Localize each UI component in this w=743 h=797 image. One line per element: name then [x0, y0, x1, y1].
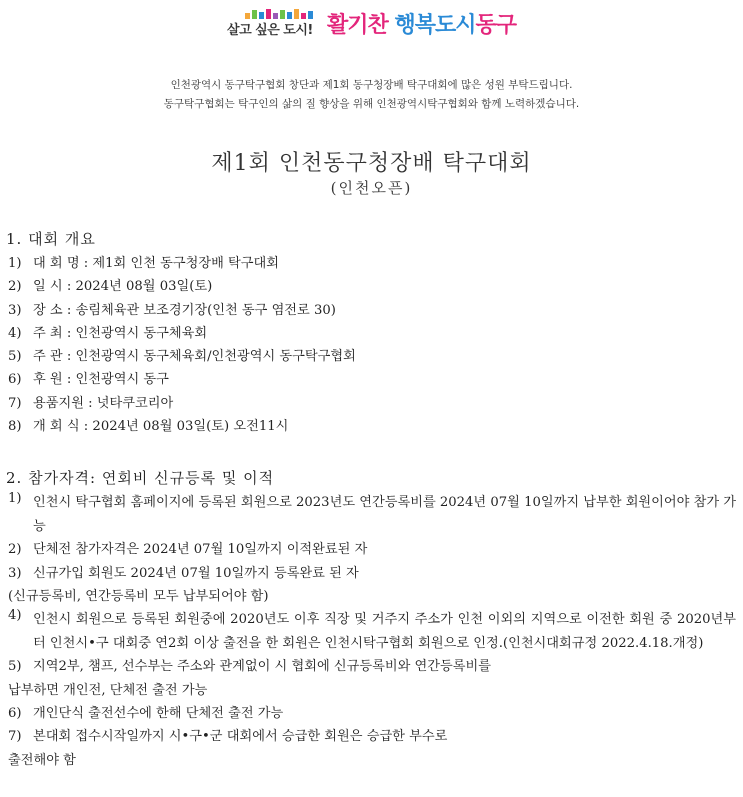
intro-message — [0, 76, 743, 114]
logo-slogan-right — [327, 8, 516, 39]
document-body — [8, 226, 736, 772]
item-text: 본대회 접수시작일까지 시•구•군 대회에서 승급한 회원은 승급한 부수로 — [33, 729, 448, 745]
list-item — [8, 562, 736, 585]
document-title: 제1회 인천동구청장배 탁구대회 — [211, 151, 532, 176]
item-number: 3) — [8, 565, 22, 581]
list-item — [8, 392, 736, 415]
item-number: 6) — [8, 705, 22, 721]
item-note: (신규등록비, 연간등록비 모두 납부되어야 함) — [8, 588, 269, 604]
list-item — [8, 368, 736, 391]
item-number: 4) — [8, 608, 22, 624]
list-item — [8, 299, 736, 322]
item-number: 8) — [8, 419, 22, 435]
item-number: 6) — [8, 372, 22, 388]
list-item — [8, 252, 736, 275]
list-item — [8, 275, 736, 298]
list-item — [8, 655, 736, 678]
logo-slogan-left: 살고 싶은 도시! — [227, 23, 313, 38]
item-continuation: 출전해야 함 — [8, 752, 76, 768]
intro-line-1: 인천광역시 동구탁구협회 창단과 제1회 동구청장배 탁구대회에 많은 성원 부탁드립니다. — [170, 79, 573, 91]
item-text: 개인단식 출전선수에 한해 단체전 출전 가능 — [33, 705, 284, 721]
item-number: 1) — [8, 491, 22, 507]
item-text: 장 소 : 송림체육관 보조경기장(인천 동구 염전로 30) — [33, 302, 336, 318]
list-item — [8, 345, 736, 368]
list-item — [8, 725, 736, 748]
item-continuation: 납부하면 개인전, 단체전 출전 가능 — [8, 682, 208, 698]
item-text: 주 최 : 인천광역시 동구체육회 — [33, 325, 208, 341]
list-item — [8, 608, 736, 655]
item-text: 일 시 : 2024년 08월 03일(토) — [33, 279, 213, 295]
item-number: 2) — [8, 279, 22, 295]
logo-word-2: 행복도시 — [394, 13, 476, 38]
item-text: 후 원 : 인천광역시 동구 — [33, 372, 169, 388]
document-subtitle: (인천오픈) — [330, 179, 413, 197]
item-text: 용품지원 : 넛타쿠코리아 — [33, 395, 174, 411]
section-1-list — [8, 252, 736, 438]
item-number: 5) — [8, 349, 22, 365]
item-text: 지역2부, 챔프, 선수부는 주소와 관계없이 시 협회에 신규등록비와 연간등록비를 — [33, 659, 491, 675]
city-slogan-logo — [0, 8, 743, 39]
item-number: 3) — [8, 302, 22, 318]
item-text: 인천시 회원으로 등록된 회원중에 2020년도 이후 직장 및 거주지 주소가 인천 이외의 지역으로 이전한 회원 중 2020년부터 인천시•구 대회중 연2회 이상 출전을 한 회원은 인천시탁구협회 회원으로 인정.(인천시대회규정 2022.4.18.개정) — [33, 612, 736, 651]
item-number: 5) — [8, 659, 22, 675]
section-1-heading: 1. 대회 개요 — [6, 230, 96, 248]
item-text: 주 관 : 인천광역시 동구체육회/인천광역시 동구탁구협회 — [33, 349, 356, 365]
logo-left-block — [227, 9, 321, 38]
list-item — [8, 415, 736, 438]
item-number: 7) — [8, 729, 22, 745]
skyline-icon — [245, 9, 321, 19]
item-number: 7) — [8, 395, 22, 411]
list-item — [8, 322, 736, 345]
item-text: 신규가입 회원도 2024년 07월 10일까지 등록완료 된 자 — [33, 565, 359, 581]
section-2-heading: 2. 참가자격: 연회비 신규등록 및 이적 — [6, 469, 275, 488]
logo-word-3: 동구 — [475, 13, 516, 38]
item-number: 1) — [8, 256, 22, 271]
item-text: 개 회 식 : 2024년 08월 03일(토) 오전11시 — [33, 419, 289, 435]
intro-line-2: 동구탁구협회는 탁구인의 삶의 질 향상을 위해 인천광역시탁구협회와 함께 노력하겠습니다. — [163, 98, 580, 110]
item-number: 2) — [8, 542, 22, 558]
list-item — [8, 491, 736, 538]
list-item — [8, 702, 736, 725]
item-text: 대 회 명 : 제1회 인천 동구청장배 탁구대회 — [33, 256, 280, 271]
item-number: 4) — [8, 325, 22, 341]
item-text: 인천시 탁구협회 홈페이지에 등록된 회원으로 2023년도 연간등록비를 2024년 07월 10일까지 납부한 회원이어야 참가 가능 — [33, 495, 736, 534]
section-2-list — [8, 491, 736, 772]
list-item — [8, 538, 736, 561]
logo-word-1: 활기찬 — [327, 13, 388, 38]
item-text: 단체전 참가자격은 2024년 07월 10일까지 이적완료된 자 — [33, 542, 368, 558]
